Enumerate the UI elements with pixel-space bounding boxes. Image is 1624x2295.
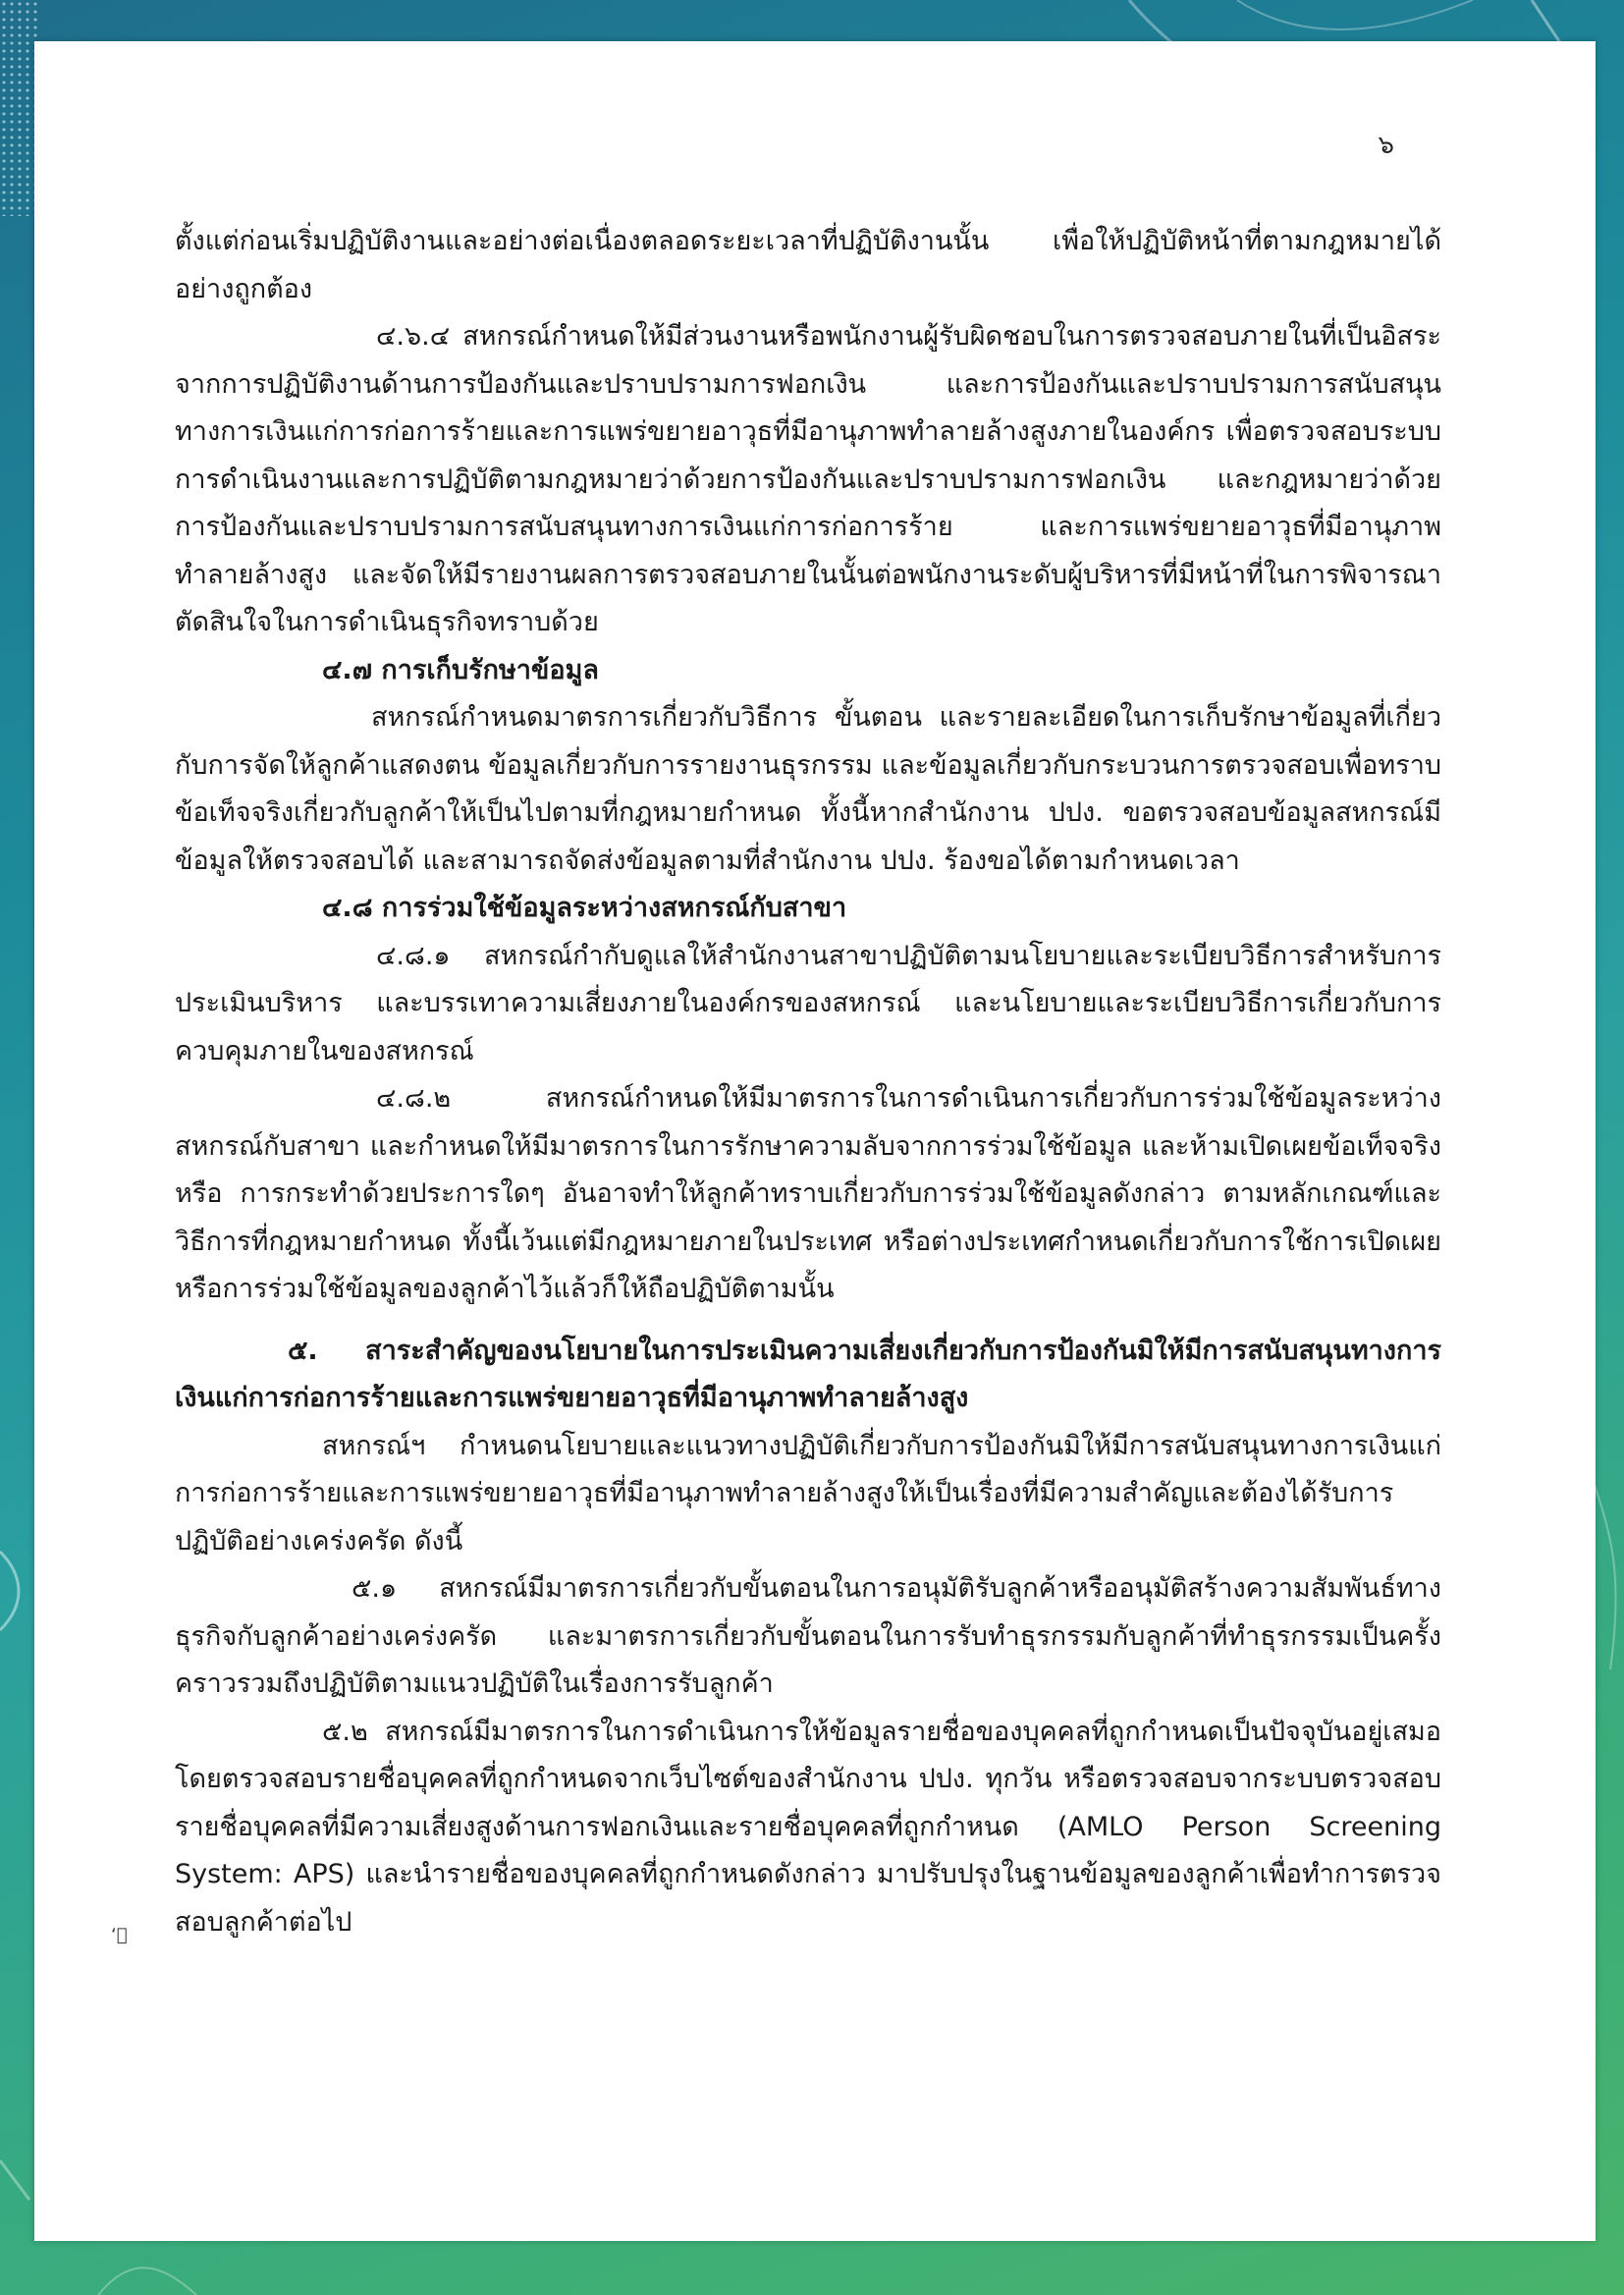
paragraph-5-intro: สหกรณ์ฯ กำหนดนโยบายและแนวทางปฏิบัติเกี่ยวกับการป้องกันมิให้มีการสนับสนุนทางการเงินแก่การก่อการร้ายและการแพร่ขยายอาวุธที่มีอานุภาพทำลายล้างสูงให้เป็นเรื่องที่มีความสำคัญและต้องได้รับการปฏิบัติอย่างเคร่งครัด ดังนี้ xyxy=(175,1430,1441,1557)
paragraph-4-8-2: ๔.๘.๒ สหกรณ์กำหนดให้มีมาตรการในการดำเนินการเกี่ยวกับการร่วมใช้ข้อมูลระหว่างสหกรณ์กับสาขา และกำหนดให้มีมาตรการในการรักษาความลับจากการร่วมใช้ข้อมูล และห้ามเปิดเผยข้อเท็จจริงหรือ การกระทำด้วยประการใดๆ อันอาจทำให้ลูกค้าทราบเกี่ยวกับการร่วมใช้ข้อมูลดังกล่าว ตามหลักเกณฑ์และวิธีการที่กฎหมายกำหนด ทั้งนี้เว้นแต่มีกฎหมายภายในประเทศ หรือต่างประเทศกำหนดเกี่ยวกับการใช้การเปิดเผย หรือการร่วมใช้ข้อมูลของลูกค้าไว้แล้วก็ให้ถือปฏิบัติตามนั้น xyxy=(175,1083,1441,1304)
paragraph-5-1: ๕.๑ สหกรณ์มีมาตรการเกี่ยวกับขั้นตอนในการอนุมัติรับลูกค้าหรืออนุมัติสร้างความสัมพันธ์ทางธุรกิจกับลูกค้าอย่างเคร่งครัด และมาตรการเกี่ยวกับขั้นตอนในการรับทำธุรกรรมกับลูกค้าที่ทำธุรกรรมเป็นครั้งคราวรวมถึงปฏิบัติตามแนวปฏิบัติในเรื่องการรับลูกค้า xyxy=(175,1573,1441,1699)
paragraph-5-2: ๕.๒ สหกรณ์มีมาตรการในการดำเนินการให้ข้อมูลรายชื่อของบุคคลที่ถูกกำหนดเป็นปัจจุบันอยู่เสมอโดยตรวจสอบรายชื่อบุคคลที่ถูกกำหนดจากเว็บไซต์ของสำนักงาน ปปง. ทุกวัน หรือตรวจสอบจากระบบตรวจสอบรายชื่อบุคคลที่มีความเสี่ยงสูงด้านการฟอกเงินและรายชื่อบุคคลที่ถูกกำหนด (AMLO Person Screening System: APS) และนำรายชื่อของบุคคลที่ถูกกำหนดดังกล่าว มาปรับปรุงในฐานข้อมูลของลูกค้าเพื่อทำการตรวจสอบลูกค้าต่อไป xyxy=(175,1716,1441,1938)
paragraph-4-7: สหกรณ์กำหนดมาตรการเกี่ยวกับวิธีการ ขั้นตอน และรายละเอียดในการเก็บรักษาข้อมูลที่เกี่ยวกับการจัดให้ลูกค้าแสดงตน ข้อมูลเกี่ยวกับการรายงานธุรกรรม และข้อมูลเกี่ยวกับกระบวนการตรวจสอบเพื่อทราบข้อเท็จจริงเกี่ยวกับลูกค้าให้เป็นไปตามที่กฎหมายกำหนด ทั้งนี้หากสำนักงาน ปปง. ขอตรวจสอบข้อมูลสหกรณ์มีข้อมูลให้ตรวจสอบได้ และสามารถจัดส่งข้อมูลตามที่สำนักงาน ปปง. ร้องขอได้ตามกำหนดเวลา xyxy=(175,702,1441,876)
heading-4-7: ๔.๗ การเก็บรักษาข้อมูล xyxy=(322,654,599,685)
margin-mark: ʻ๋ xyxy=(111,1925,128,1945)
heading-5: ๕. สาระสำคัญของนโยบายในการประเมินความเสี่ยงเกี่ยวกับการป้องกันมิให้มีการสนับสนุนทางการเงินแก่การก่อการร้ายและการแพร่ขยายอาวุธที่มีอานุภาพทำลายล้างสูง xyxy=(175,1335,1441,1413)
paragraph-continuation: ตั้งแต่ก่อนเริ่มปฏิบัติงานและอย่างต่อเนื่องตลอดระยะเวลาที่ปฏิบัติงานนั้น เพื่อให้ปฏิบัติหน้าที่ตามกฎหมายได้อย่างถูกต้อง xyxy=(175,226,1441,304)
paragraph-4-6-4: ๔.๖.๔ สหกรณ์กำหนดให้มีส่วนงานหรือพนักงานผู้รับผิดชอบในการตรวจสอบภายในที่เป็นอิสระจากการปฏิบัติงานด้านการป้องกันและปราบปรามการฟอกเงิน และการป้องกันและปราบปรามการสนับสนุนทางการเงินแก่การก่อการร้ายและการแพร่ขยายอาวุธที่มีอานุภาพทำลายล้างสูงภายในองค์กร เพื่อตรวจสอบระบบการดำเนินงานและการปฏิบัติตามกฎหมายว่าด้วยการป้องกันและปราบปรามการฟอกเงิน และกฎหมายว่าด้วยการป้องกันและปราบปรามการสนับสนุนทางการเงินแก่การก่อการร้าย และการแพร่ขยายอาวุธที่มีอานุภาพทำลายล้างสูง และจัดให้มีรายงานผลการตรวจสอบภายในนั้นต่อพนักงานระดับผู้บริหารที่มีหน้าที่ในการพิจารณาตัดสินใจในการดำเนินธุรกิจทราบด้วย xyxy=(175,321,1441,637)
heading-4-8: ๔.๘ การร่วมใช้ข้อมูลระหว่างสหกรณ์กับสาขา xyxy=(322,893,847,923)
page-number: ๖ xyxy=(1378,131,1394,160)
document-page xyxy=(34,41,1596,2241)
paragraph-4-8-1: ๔.๘.๑ สหกรณ์กำกับดูแลให้สำนักงานสาขาปฏิบัติตามนโยบายและระเบียบวิธีการสำหรับการประเมินบริหาร และบรรเทาความเสี่ยงภายในองค์กรของสหกรณ์ และนโยบายและระเบียบวิธีการเกี่ยวกับการควบคุมภายในของสหกรณ์ xyxy=(175,940,1441,1066)
document-body xyxy=(175,218,1441,1946)
